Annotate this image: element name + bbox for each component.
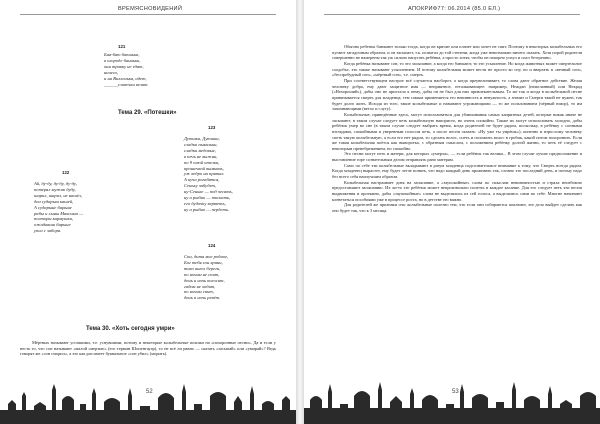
body-paragraph [20,340,276,357]
poem-line: А сударыне барыне [34,204,72,210]
paragraph-text: Обычно ребенок баюкают только тогда, когда он кричит или плачет или хочет не спит. Поэтому в некоторых колыбельных его пугают загадочным образом, и он засыпает, т.к. испытал до той степени, когда уже невозможно ничего сказать. Хотя порой родители совершенно не намерены так уж сильно напугать ребёнка, а просто хотят, чтобы он покорно уснул и спал безгрешно. [332,44,582,61]
poem-line: рабы и сыны Максима — [34,210,84,216]
poem-line: его дудочку вертеть, [184,200,226,206]
poem-line: Сеньку забудет, [184,183,217,189]
poem-number: 122 [62,170,70,175]
paragraph-text: Для родителей же признаки сна: колыбельные полезно тем, что если они собираются поклюют, это дело выйдет сделать как оно будет так, что к 3 месяца. [332,202,582,214]
poem-line: по 9 плюй отелки, [184,159,220,165]
paragraph-text: Колыбельные, приведённые здесь, могут использоваться для убаюкивания самых капризных детей, которые никак иначе не засыпают; в таком случае следует петь колыбельную напористо, но очень спокойно. Также их могут использовать холодно, дабы ребёнок умер во сне (в таком случае следует выбрать время, когда родителей не будет рядом, поскольку, в ребёнку с сонными взглядами, спокойными и уверенным голосом петь, а после песни сказать: «Ну уже ты умрёшь»); конечно и взрослому человеку спеть такую колыбельную, а если его нет рядом, то сделать волос, спеть и положить волос в гробик, какой потом похоронить. Если же такая колыбельная поётся как выворотка, с обратным смыслом, с положением ребёнку долгой жизни, то петь её следует с некоторым пренебрежением, но спокойно. [332,111,582,151]
right-running-header: АПОКРИФ77: 06.2014 (85.0 ЕЛ.) [408,6,501,12]
paragraph-text: Само по себе эти колыбельные вкладывают в разум младенца подсознательное внимание к тому, что Смерть всегда рядом. Когда младенец вырастет, ему будет легче понять, что надо каждый день проживать так, словно это последний день, и потому надо без всего себя наилучшим образом. [332,162,582,180]
poem-line: ничего, [104,69,119,75]
left-header-rule [20,14,276,15]
poem-line: ну а рыбно — тоскать, [184,195,231,201]
poem-line: потерял мужик дуду, [34,186,76,192]
poem-line: упал с забора. [34,228,62,234]
poem-line: они травку не едят, [104,63,144,69]
poem-line: уж ведро на прятал. [184,171,225,177]
poem-line: тихо ангел береги, [184,265,221,271]
poem-line: А куча рогабятся, [184,177,220,183]
poem-line: Бая-баю баюньки, [104,52,140,57]
poem-line: ожидавши барыне [34,222,71,228]
theme-title: Тема 29. «Потешки» [118,110,177,116]
paragraph-text: Мёртвых называют усопшими, т.е. уснувшими, потому и некоторые колыбельные похожи на «похоронные песни». Да и если у несть то, что сон называют «малой смертью» (его термин Шопенгауэр), то не всё ли равно — сказать «засыпай» или «умирай»? Ведь говорят же «сон сморил», а это как раз имеет буквальное «сон убил» (морить). [20,340,276,357]
city-skyline-silhouette [0,366,296,424]
poem-line: полторы кармушки, [34,216,74,222]
theme-title: Тема 30. «Хоть сегодня умри» [86,326,175,332]
poem-line: ______словечки велит. [104,81,149,87]
city-skyline-silhouette [304,366,600,424]
poem-number: 123 [208,125,216,130]
left-running-header: ВРЕМЯСНОВИДЕНИЙ [118,6,183,12]
poem-number: 121 [118,44,126,49]
paragraph-text: Когда ребёнка называют сон, то это засыпание, а когда его баюкают, то это усыпление. Но когда животных может смертельное сходобье, это также называют усыплением. И потому колыбельная может вести не просто ко сну, но и ввергать в «вечный сон», «беспробудный сон», «мёртвый сон», т.е. смерть. [332,60,582,78]
book-gutter [296,0,304,424]
poem-block-right [184,136,233,213]
poem-line: шарил, шарил, не нашёл, [34,192,83,198]
poem-number: 124 [208,243,216,248]
paragraph-text: При соответствующем настрое всё случается наоборот, а когда преувеличивает, то слова дают обратное действие. Желая человеку добра, ему дают защитное имя — неприятное, отталкивающее: например, Неждан (нежеланный) или Некрад («Нехороший»), дабы оно не пристало к нему, дабы он не был для них привлекательным. То же так и когда в колыбельной песне привязывается смерть для младенца, тем самым применяется его невинность и ненужность, а значит и Смерти такой не нужен, так будет долго жить. Исходя из того, такие колыбельные и называют угрожающими — то же пользованием (чёрный юмор), то им запомнающими (ветхо и слугу). [332,77,582,112]
poem-line: сладки пыкольки, [184,141,218,147]
poem-line: крошечкой вымыть, [184,165,224,171]
body-text-column [332,44,582,214]
poem-line: по ночам спит, [184,289,214,295]
poem-line: в печь не выжни, [184,153,218,159]
poem-line: Спи, дитя мое родное, [184,254,229,259]
right-header-rule [324,14,580,15]
poem-block-top [104,52,149,87]
page-number: 53 [452,389,459,395]
poem-line: ну а рыбно — пердеть. [184,206,230,212]
left-page [0,0,296,424]
page-number: 52 [146,389,153,395]
paragraph-text: Колыбельная настраивает дитя на засыпание, а «заупокойные» слова по смыслам невиновностью и страха неизбежно предоставляют засыпанию. Их ли-то это ребёнок может непроизвольно полезть в каждое касание. Для его следует петь эти песни выдвижения и протяжно, дабы «заупокойные» слова не выделялись из сей голоса, а выделялись сами по себе. Многие начинают клеветаться пособиями уже в процессе роста, но в детстве это важно. [332,179,582,202]
poem-line: дал сударым кашей, [34,198,74,204]
poem-line: в огороде баиньки, [104,57,141,63]
poem-line: Бог тебя сон храни, [184,259,223,265]
right-page [304,0,600,424]
poem-line: по ночам не спит, [184,271,220,277]
poem-line: гадом не ходит, [184,283,216,289]
poem-block-bottom [184,254,228,301]
poem-line: сладки медовые, [184,147,217,153]
poem-block-left [34,181,83,234]
poem-line: день и ночь колосит, [184,277,225,283]
poem-line: ну-Сеньке — под чесать, [184,189,233,195]
paragraph-text: Это песни могут петь и матери, для которых «умерла», — если ребёнок так велика... В этом случае лучше предположение и выставление горе сознательным делом отправлять рано матерям. [332,151,582,163]
poem-line: Ай, ду-ду, ду-ду, ду-ду, [34,181,77,186]
poem-line: Дуюшки, Дуюшки, [184,136,220,141]
poem-line: день и ночь ревёт. [184,295,221,301]
poem-line: и на Вилленька, идет, [104,75,147,81]
